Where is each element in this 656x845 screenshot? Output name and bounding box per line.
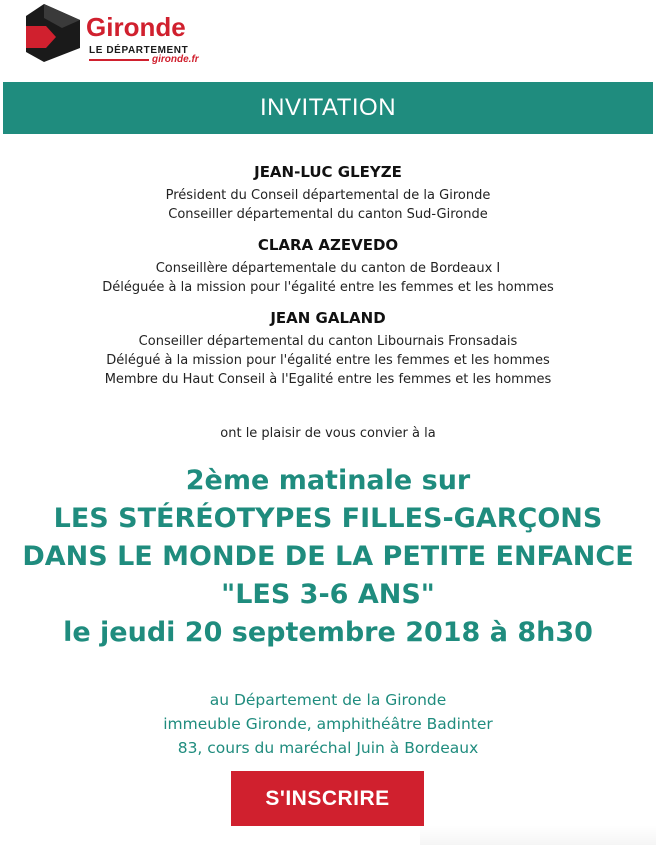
banner-title: INVITATION [259,94,397,121]
event-line: LES STÉRÉOTYPES FILLES-GARÇONS [53,503,603,534]
event-venue [0,688,656,760]
host-name: JEAN-LUC GLEYZE [254,163,402,181]
logo-url: gironde.fr [152,54,199,65]
host-name: CLARA AZEVEDO [257,236,399,254]
logo-name: Gironde [86,12,186,42]
event-line: 2ème matinale sur [185,465,471,496]
host-role: Conseillère départementale du canton de Bordeaux I [155,261,501,276]
register-button[interactable]: S'INSCRIRE [231,771,424,826]
hosts-list [0,163,656,401]
host-block [0,309,656,389]
gironde-logo[interactable] [26,4,206,66]
host-role: Conseiller départemental du canton Libournais Fronsadais [138,334,518,349]
page-shadow [420,825,656,845]
venue-line: au Département de la Gironde [209,691,447,709]
venue-address: 83, cours du maréchal Juin à Bordeaux [177,739,479,757]
host-name: JEAN GALAND [270,309,386,327]
event-title [0,462,656,652]
host-role: Délégué à la mission pour l'égalité entre les femmes et les hommes [106,353,550,368]
invite-text: ont le plaisir de vous convier à la [220,426,436,441]
event-line: "LES 3-6 ANS" [221,579,435,610]
host-role: Membre du Haut Conseil à l'Egalité entre les femmes et les hommes [104,372,552,387]
event-date: le jeudi 20 septembre 2018 à 8h30 [63,617,593,648]
logo-subtitle: LE DÉPARTEMENT [89,45,189,56]
host-role: Conseiller départemental du canton Sud-Gironde [168,207,488,222]
host-role: Déléguée à la mission pour l'égalité entre les femmes et les hommes [102,280,554,295]
invitation-banner [3,82,653,134]
host-block [0,163,656,224]
host-block [0,236,656,297]
venue-line: immeuble Gironde, amphithéâtre Badinter [163,715,493,733]
gironde-logo-mark-icon [26,4,82,62]
host-role: Président du Conseil départemental de la Gironde [165,188,491,203]
logo-divider [89,59,149,61]
event-line: DANS LE MONDE DE LA PETITE ENFANCE [22,541,634,572]
